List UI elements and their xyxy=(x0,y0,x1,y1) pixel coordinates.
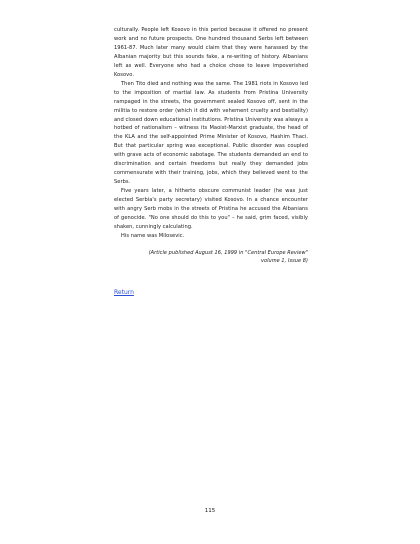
paragraph: Five years later, a hitherto obscure communist leader (he was just elected Serbia's party secretary) visited Kosovo. In a chance encounter with angry Serb mobs in the streets of Pristina he accused the Albanians of genocide. "No one should do this to you" – he said, grim faced, visibly shaken, cunningly calculating. xyxy=(114,188,308,230)
page-number: 115 xyxy=(204,508,216,514)
paragraph: Then Tito died and nothing was the same. The 1981 riots in Kosovo led to the imposition of martial law. As students from Pristina University rampaged in the streets, the government sealed Kosovo off, sent in the militia to restore order (which it did with vehement cruelty and bestiality) and closed down educational institutions. Pristina University was always a hotbed of nationalism – witness its Maoist-Marxist graduate, the head of the KLA and the self-appointed Prime Minister of Kosovo, Hashim Thaci. But that particular spring was exceptional. Public disorder was coupled with grave acts of economic sabotage. The students demanded an end to discrimination and certain freedoms but really they demanded jobs commensurate with their training, jobs, which they believed went to the Serbs. xyxy=(114,80,308,186)
article-body xyxy=(114,26,308,266)
citation-line: (Article published August 16, 1999 in "Central Europe Review" xyxy=(148,249,308,256)
paragraph: culturally. People left Kosovo in this period because it offered no present work and no future prospects. One hundred thousand Serbs left between 1961-87. Much later many would claim that they were harassed by the Albanian majority but this sounds fake, a re-writing of history. Albanians left as well. Everyone who had a choice chose to leave impoverished Kosovo. xyxy=(114,27,308,78)
return-link[interactable]: Return xyxy=(114,289,134,296)
citation xyxy=(114,249,308,266)
paragraph: His name was Milosevic. xyxy=(121,232,185,239)
citation-line: volume 1, Issue 8) xyxy=(260,258,308,265)
